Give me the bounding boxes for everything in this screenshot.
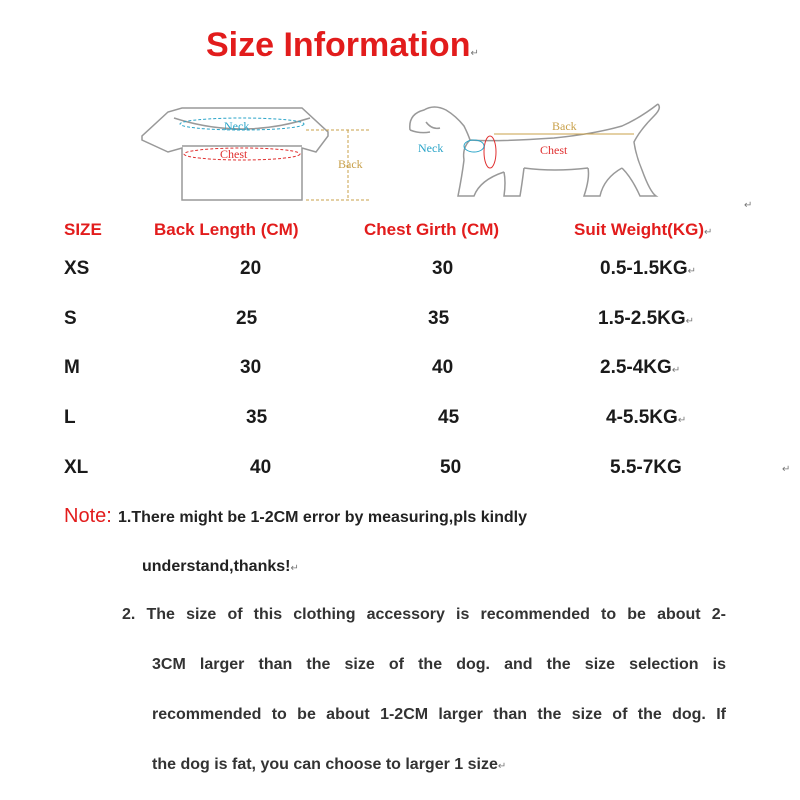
paragraph-mark-icon: ↵ — [685, 316, 695, 327]
cell-back-s: 25 — [236, 308, 258, 329]
cell-chest-s: 35 — [428, 308, 450, 329]
note-2-line-4 — [152, 756, 506, 774]
dog-back-label: Back — [552, 119, 577, 133]
cell-chest-l: 45 — [438, 407, 460, 428]
title-text: Size Information — [206, 26, 471, 64]
cell-weight-xs-text: 0.5-1.5KG — [600, 258, 688, 279]
cell-size-m: M — [64, 357, 80, 378]
paragraph-mark-icon: ↵ — [704, 227, 713, 238]
dog-outline — [410, 104, 660, 196]
shirt-diagram — [134, 96, 394, 206]
note-1-line-2-text: understand,thanks! — [142, 558, 291, 575]
note-2-line-4-text: the dog is fat, you can choose to larger 1 size — [152, 756, 498, 773]
cell-chest-m: 40 — [432, 357, 454, 378]
cell-weight-l-text: 4-5.5KG — [606, 407, 678, 428]
cell-size-s: S — [64, 308, 77, 329]
cell-back-xs: 20 — [240, 258, 262, 279]
note-2-line-1: 2. The size of this clothing accessory is recommended to be about 2- — [122, 606, 726, 623]
note-1-line-1: 1.There might be 1-2CM error by measuring,pls kindly — [118, 509, 527, 526]
paragraph-mark-icon: ↵ — [497, 761, 507, 772]
cell-back-m: 30 — [240, 357, 262, 378]
page-title — [206, 26, 479, 65]
header-suit-weight-text: Suit Weight(KG) — [574, 220, 704, 239]
cell-weight-m — [600, 357, 680, 379]
paragraph-mark-icon: ↵ — [470, 48, 479, 59]
cell-size-l: L — [64, 407, 76, 428]
cell-weight-m-text: 2.5-4KG — [600, 357, 672, 378]
note-1-line-2 — [142, 558, 299, 576]
paragraph-mark-icon: ↵ — [671, 365, 681, 376]
dog-neck-line — [464, 140, 484, 152]
header-back-length: Back Length (CM) — [154, 220, 299, 239]
shirt-back-label: Back — [338, 157, 363, 171]
cell-weight-xl: 5.5-7KG — [610, 457, 682, 478]
dog-neck-label: Neck — [418, 141, 444, 155]
cell-chest-xl: 50 — [440, 457, 462, 478]
paragraph-mark-icon: ↵ — [290, 563, 299, 574]
cell-weight-s-text: 1.5-2.5KG — [598, 308, 686, 329]
cell-weight-l — [606, 407, 686, 429]
cell-weight-xs — [600, 258, 696, 280]
cell-size-xs: XS — [64, 258, 90, 279]
cell-size-xl: XL — [64, 457, 89, 478]
dog-chest-label: Chest — [540, 143, 568, 157]
paragraph-mark-icon: ↵ — [687, 266, 697, 277]
cell-chest-xs: 30 — [432, 258, 454, 279]
cell-back-xl: 40 — [250, 457, 272, 478]
header-size: SIZE — [64, 220, 102, 239]
paragraph-mark-icon: ↵ — [677, 415, 687, 426]
shirt-neck-label: Neck — [224, 119, 250, 133]
note-2-line-2: 3CM larger than the size of the dog. and the size selection is — [152, 656, 726, 673]
cell-weight-s — [598, 308, 694, 330]
shirt-chest-label: Chest — [220, 147, 248, 161]
paragraph-mark-icon: ↵ — [744, 200, 753, 211]
header-suit-weight — [574, 220, 712, 240]
header-chest-girth: Chest Girth (CM) — [364, 220, 500, 239]
note-2-line-3: recommended to be about 1-2CM larger than the size of the dog. If — [152, 706, 726, 723]
note-label: Note: — [64, 505, 112, 527]
cell-back-l: 35 — [246, 407, 268, 428]
dog-diagram — [404, 96, 694, 206]
paragraph-mark-icon: ↵ — [782, 464, 791, 475]
